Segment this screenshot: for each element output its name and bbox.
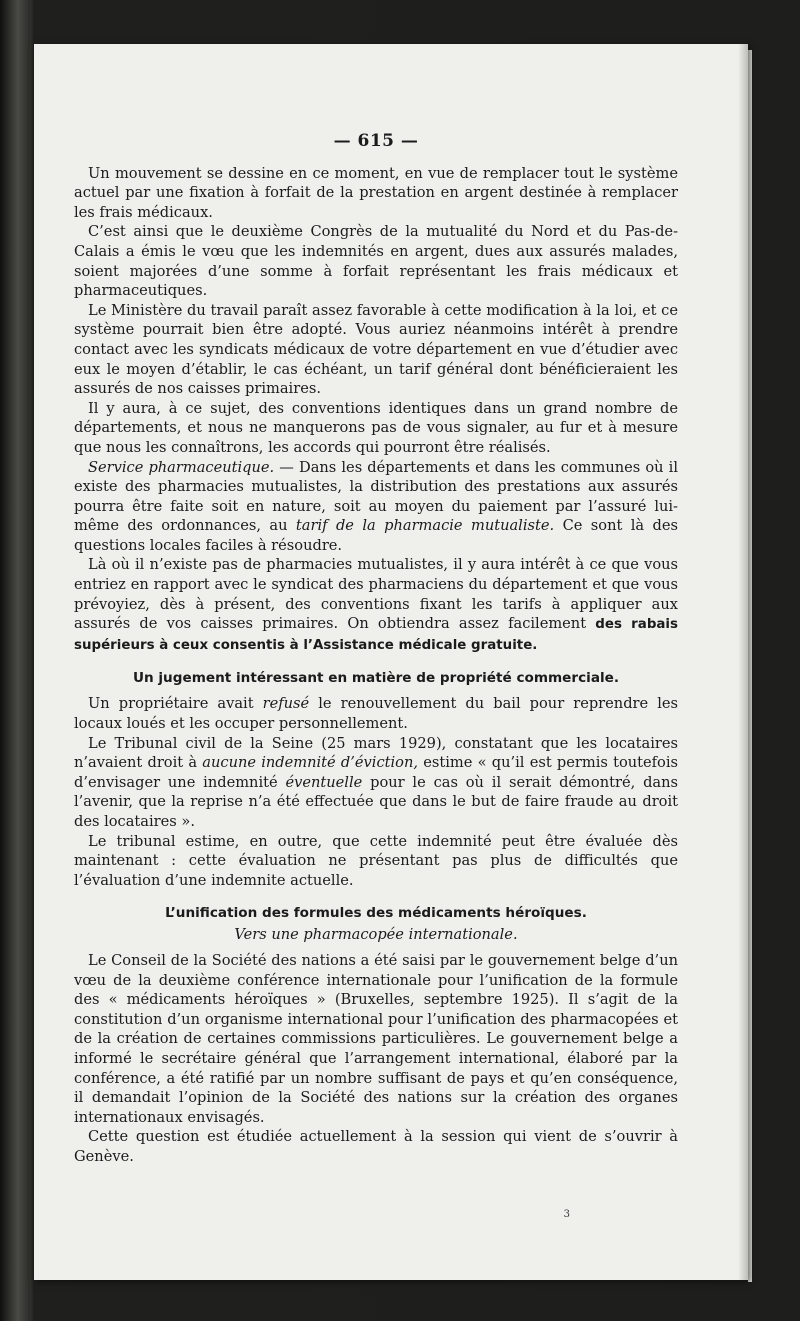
italic-run: aucune indemnité d’éviction, [202, 754, 418, 772]
paragraph: Il y aura, à ce sujet, des conventions identiques dans un grand nombre de départements, et nous ne manquerons pas de vous signaler, au fur et à mesure que nous les connaîtrons, les accords qui pourront être réalisés. [74, 399, 678, 456]
text-run: pour le cas où il serait démontré, dans l’avenir, que la reprise n’a été effectuée que dans le but de faire fraude au droit des locataires ». [74, 773, 678, 830]
italic-run: éventuelle [285, 773, 363, 791]
italic-lead: Service pharmaceutique. [88, 458, 275, 476]
italic-run: tarif de la pharmacie mutualiste. [295, 517, 555, 535]
text-run: — Dans les départements et dans les communes où il existe des pharmacies mutualistes, la distribution des prestations aux assurés pourra être faite soit en nature, soit au moyen du paiement par l’assuré lui-même des ordonnances, au [74, 458, 678, 535]
paragraph: C’est ainsi que le deuxième Congrès de la mutualité du Nord et du Pas-de-Calais a émis le vœu que les indemnités en argent, dues aux assurés malades, soient majorées d’une somme à forfait représentant les frais médicaux et pharmaceutiques. [74, 223, 678, 300]
paragraph [74, 555, 678, 655]
bold-run: des rabais supérieurs à ceux consentis à l’Assistance médicale gratuite. [74, 617, 678, 653]
paragraph: Cette question est étudiée actuellement à la session qui vient de s’ouvrir à Genève. [74, 1128, 678, 1165]
text-run: Ce sont là des questions locales faciles à résoudre. [74, 517, 678, 554]
paragraph: Le Ministère du travail paraît assez favorable à cette modification à la loi, et ce système pourrait bien être adopté. Vous auriez néanmoins intérêt à prendre contact avec les syndicats médicaux de votre département en vue d’étudier avec eux le moyen d’établir, le cas échéant, un tarif général dont bénéficieraient les assurés de nos caisses primaires. [74, 301, 678, 398]
text-run: le renouvellement du bail pour reprendre les locaux loués et les occuper personnellement. [74, 695, 678, 733]
paragraph: Le tribunal estime, en outre, que cette indemnité peut être évaluée dès maintenant : cette évaluation ne présentant pas plus de difficultés que l’évaluation d’une indemnite actuelle. [74, 832, 678, 889]
page-edge-shadow [738, 44, 748, 1280]
book-spine-edge [0, 0, 30, 1321]
italic-run: refusé [262, 695, 310, 713]
underlying-sheet-edge [748, 50, 752, 1282]
section-heading-jugement: Un jugement intéressant en matière de propriété commerciale. [132, 670, 620, 687]
page-content [74, 132, 678, 1167]
paragraph-service-pharmaceutique [74, 458, 678, 556]
section-subtitle: Vers une pharmacopée internationale. [234, 926, 518, 944]
document-page [34, 44, 748, 1280]
signature-marker: 3 [563, 1209, 570, 1220]
paragraph [74, 734, 678, 832]
text-run: Là où il n’existe pas de pharmacies mutualistes, il y aura intérêt à ce que vous entriez en rapport avec le syndicat des pharmaciens du département et que vous prévoyiez, dès à présent, des conventions fixant les tarifs à appliquer aux assurés de vos caisses primaires. On obtiendra assez facilement [74, 556, 678, 633]
text-run: Le Tribunal civil de la Seine (25 mars 1929), constatant que les locataires n’avaient droit à [74, 734, 678, 772]
paragraph [74, 694, 678, 733]
paragraph: Le Conseil de la Société des nations a été saisi par le gouvernement belge d’un vœu de la deuxième conférence internationale pour l’unification de la formule des « médicaments héroïques » (Bruxelles, septembre 1925). Il s’agit de la constitution d’un organisme international pour l’unification des pharmacopées et de la création de certaines commissions particulières. Le gouvernement belge a informé le secrétaire général que l’arrangement international, élaboré par la conférence, a été ratifié par un nombre suffisant de pays et qu’en conséquence, il demandait l’opinion de la Société des nations sur la création des organes internationaux envisagés. [74, 951, 678, 1126]
paragraph: Un mouvement se dessine en ce moment, en vue de remplacer tout le système actuel par une fixation à forfait de la prestation en argent destinée à remplacer les frais médicaux. [74, 164, 678, 221]
page-number: — 615 — [333, 131, 419, 151]
section-heading-unification: L’unification des formules des médicaments héroïques. [165, 905, 587, 922]
text-run: Un propriétaire avait [88, 695, 263, 713]
text-run: estime « qu’il est permis toutefois d’envisager une indemnité [74, 754, 678, 791]
